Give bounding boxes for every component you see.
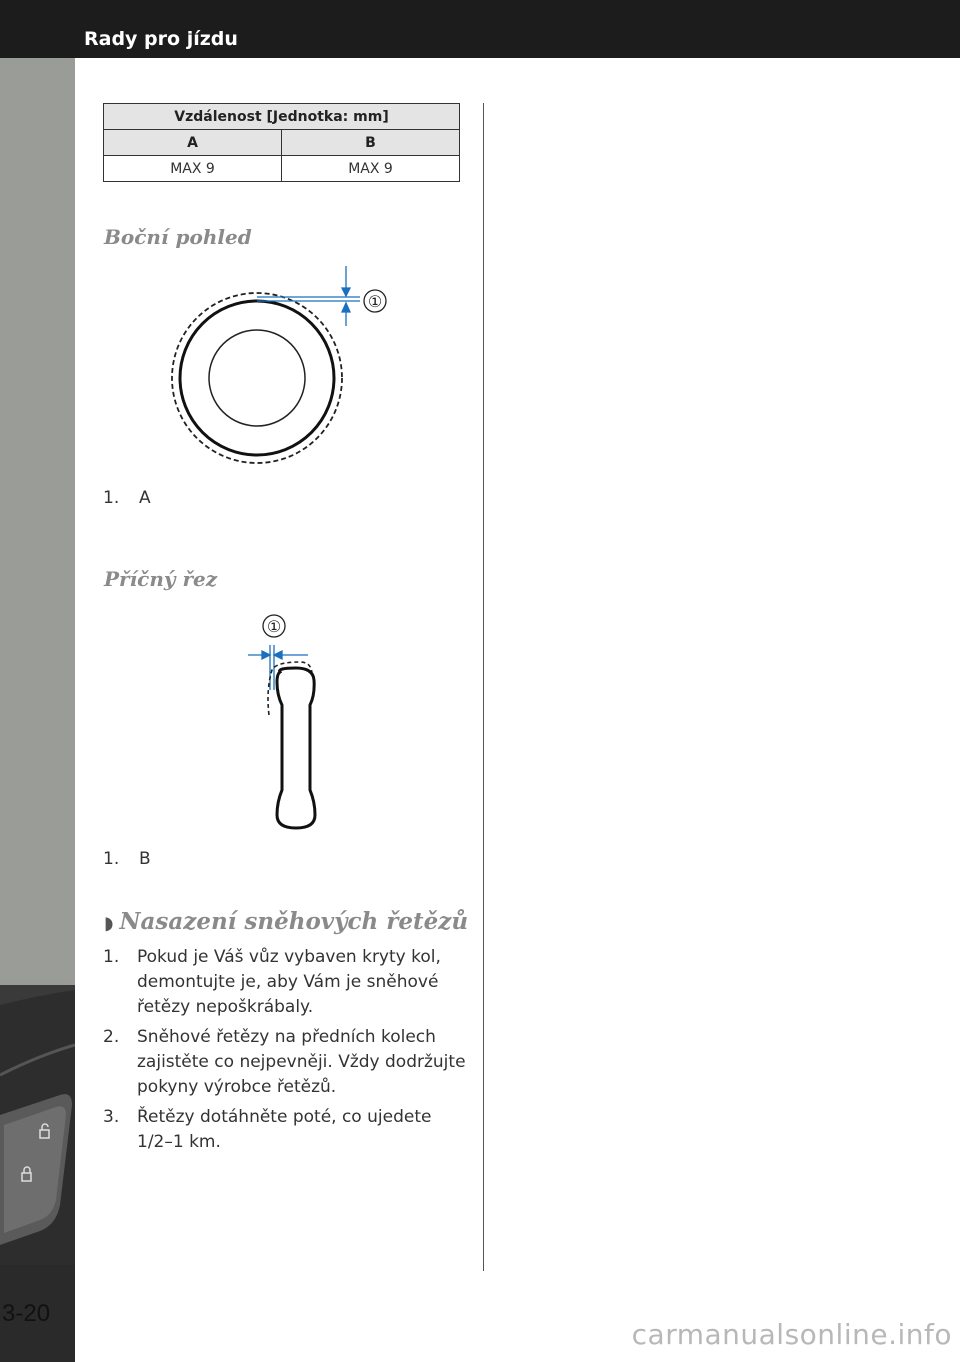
dimension-indicator [257, 266, 360, 326]
step-number: 3. [103, 1107, 120, 1127]
list-item [103, 1105, 468, 1155]
table-row [104, 156, 460, 182]
section-marker-icon: ◗ [104, 913, 114, 934]
cross-section-legend [103, 849, 151, 869]
side-view-legend [103, 488, 151, 508]
tire-cross-section [277, 668, 315, 828]
step-text: Sněhové řetězy na předních kolech zajistěte co nejpevněji. Vždy dodržujte pokyny výrobce řetězů. [137, 1027, 466, 1097]
side-view-title: Boční pohled [104, 225, 252, 249]
legend-number: 1. [103, 488, 120, 508]
list-item [103, 1025, 468, 1100]
column-divider [483, 103, 484, 1271]
list-item [103, 945, 468, 1020]
table-cell-b: MAX 9 [282, 156, 460, 182]
step-number: 2. [103, 1027, 120, 1047]
side-view-diagram [165, 262, 405, 477]
page-header-title: Rady pro jízdu [84, 28, 238, 50]
step-number: 1. [103, 947, 120, 967]
legend-text: B [139, 849, 151, 869]
legend-number: 1. [103, 849, 120, 869]
page-number: 3-20 [2, 1300, 51, 1327]
mounting-heading [104, 908, 468, 935]
table-title: Vzdálenost [Jednotka: mm] [104, 104, 460, 130]
callout-number: ① [266, 617, 282, 636]
distance-table [103, 103, 460, 182]
tire-outline [180, 301, 334, 455]
table-cell-a: MAX 9 [104, 156, 282, 182]
cross-section-diagram [240, 610, 330, 835]
table-header-a: A [104, 130, 282, 156]
cross-section-title: Příčný řez [104, 567, 218, 591]
chain-outline [172, 293, 342, 463]
step-text: Pokud je Váš vůz vybaven kryty kol, demontujte je, aby Vám je sněhové řetězy nepoškrábaly. [137, 947, 441, 1017]
step-text: Řetězy dotáhněte poté, co ujedete 1/2–1 km. [137, 1107, 432, 1152]
callout-number: ① [367, 292, 383, 311]
sidebar-decoration [0, 58, 75, 1362]
mounting-title: Nasazení sněhových řetězů [119, 908, 469, 935]
table-header-b: B [282, 130, 460, 156]
watermark: carmanualsonline.info [631, 1318, 952, 1351]
wheel-rim [209, 330, 305, 426]
legend-text: A [139, 488, 151, 508]
mounting-steps [103, 945, 468, 1160]
